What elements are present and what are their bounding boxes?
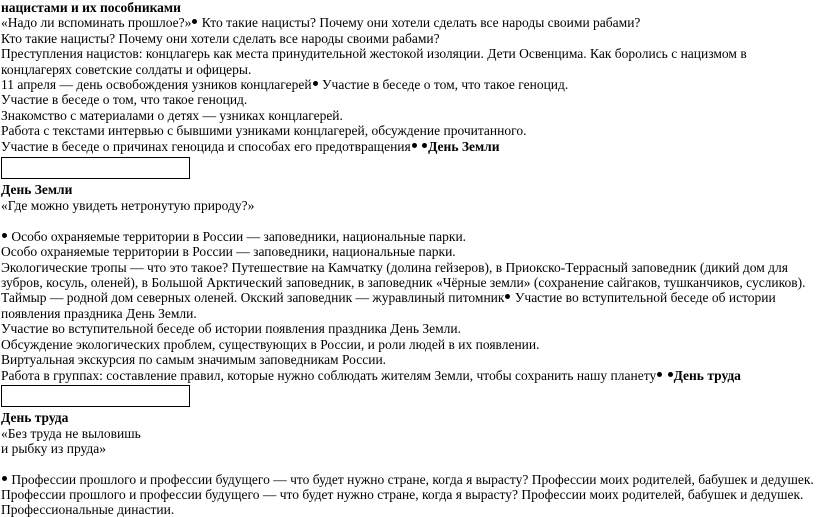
paragraph-line: Профессиональные династии. (1, 502, 175, 517)
text-run: Участие во вступительной беседе об истории (511, 290, 776, 305)
paragraph-line: Участие во вступительной беседе об истории появления праздника День Земли. (1, 321, 462, 336)
empty-frame (1, 385, 190, 407)
bullet-icon (668, 372, 673, 377)
paragraph-line (1, 472, 814, 487)
paragraph-line (1, 290, 776, 305)
paragraph-line: Кто такие нацисты? Почему они хотели сделать все народы своими рабами? (1, 31, 440, 46)
section-quote-line: «Без труда не выловишь (1, 426, 141, 441)
section-quote: «Где можно увидеть нетронутую природу?» (1, 198, 255, 213)
section-heading-tail: нацистами и их пособниками (1, 0, 181, 15)
text-run: Профессии прошлого и профессии будущего — что будет нужно стране, когда я вырасту? Профессии моих родителей, бабушек и дедушек. (8, 472, 814, 487)
paragraph-line: Преступления нацистов: концлагерь как места принудительной жестокой изоляции. Дети Освенцима. Как боролись с нацизмом в (1, 46, 747, 61)
bullet-icon (422, 143, 427, 148)
bullet-icon (412, 143, 417, 148)
paragraph-line: Работа с текстами интервью с бывшими узниками концлагерей, обсуждение прочитанного. (1, 123, 527, 138)
text-run: Таймыр — родной дом северных оленей. Окский заповедник — журавлиный питомник (1, 290, 505, 305)
bullet-icon (2, 233, 7, 238)
bullet-icon (2, 476, 7, 481)
paragraph-line (1, 368, 741, 383)
paragraph-line: концлагерях советские солдаты и офицеры. (1, 62, 252, 77)
paragraph-line: Особо охраняемые территории в России — заповедники, национальные парки. (1, 244, 456, 259)
inline-heading: День труда (673, 368, 741, 383)
paragraph-line: появления праздника День Земли. (1, 306, 197, 321)
bullet-icon (657, 372, 662, 377)
text-run: Кто такие нацисты? Почему они хотели сделать все народы своими рабами? (198, 15, 641, 30)
section-title-earth-day: День Земли (1, 182, 73, 197)
bullet-icon (505, 294, 510, 299)
text-run: 11 апреля — день освобождения узников концлагерей (1, 77, 312, 92)
paragraph-line (1, 15, 640, 30)
paragraph-line (1, 77, 568, 92)
text-run: Особо охраняемые территории в России — заповедники, национальные парки. (8, 229, 467, 244)
text-run: Участие в беседе о причинах геноцида и способах его предотвращения (1, 139, 411, 154)
paragraph-line: зубров, косуль, оленей), в Большой Арктический заповедник, в заповедник «Чёрные земли» (сохранение сайгаков, тушканчиков, сусликов). (1, 275, 806, 290)
text-run: Участие в беседе о том, что такое геноцид. (318, 77, 569, 92)
empty-frame (1, 157, 190, 179)
paragraph-line: Профессии прошлого и профессии будущего — что будет нужно стране, когда я вырасту? Профессии моих родителей, бабушек и дедушек. (1, 487, 804, 502)
inline-heading: День Земли (428, 139, 500, 154)
paragraph-line: Виртуальная экскурсия по самым значимым заповедникам России. (1, 352, 387, 367)
paragraph-line: Экологические тропы — что это такое? Путешествие на Камчатку (долина гейзеров), в Приокско-Террасный заповедник (дикий дом для (1, 260, 788, 275)
section-title-labor-day: День труда (1, 410, 69, 425)
paragraph-line (1, 139, 500, 154)
bullet-icon (313, 81, 318, 86)
paragraph-line (1, 229, 466, 244)
bullet-icon (192, 19, 197, 24)
section-quote-line: и рыбку из пруда» (1, 441, 107, 456)
paragraph-line: Участие в беседе о том, что такое геноцид. (1, 92, 248, 107)
paragraph-line: Обсуждение экологических проблем, существующих в России, и роли людей в их появлении. (1, 337, 540, 352)
text-run: Работа в группах: составление правил, которые нужно соблюдать жителям Земли, чтобы сохранить нашу планету (1, 368, 657, 383)
paragraph-line: Знакомство с материалами о детях — узниках концлагерей. (1, 108, 343, 123)
quote-text: «Надо ли вспоминать прошлое?» (1, 15, 192, 30)
